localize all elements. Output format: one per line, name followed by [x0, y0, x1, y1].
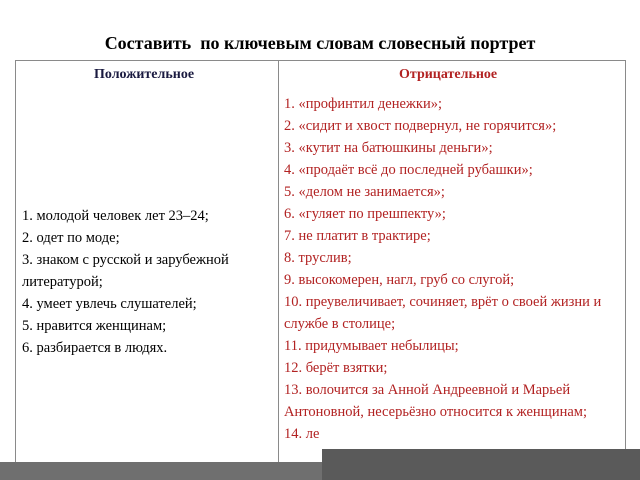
list-item: 1. молодой человек лет 23–24;	[22, 208, 209, 224]
list-item: 7. не платит в трактире;	[284, 228, 431, 244]
negative-list	[284, 93, 626, 445]
negative-header: Отрицательное	[399, 67, 498, 82]
list-item: 10. преувеличивает, сочиняет, врёт о своей жизни и службе в столице;	[284, 294, 602, 332]
positive-header: Положительное	[94, 67, 195, 82]
list-item: 6. разбирается в людях.	[22, 340, 168, 356]
list-item: 6. «гуляет по прешпекту»;	[284, 206, 446, 222]
list-item: 13. волочится за Анной Андреевной и Марьей Антоновной, несерьёзно относится к женщинам;	[284, 382, 587, 420]
list-item: 11. придумывает небылицы;	[284, 338, 459, 354]
list-item: 2. «сидит и хвост подвернул, не горячится»;	[284, 118, 557, 134]
list-item: 4. умеет увлечь слушателей;	[22, 296, 197, 312]
list-item: 3. знаком с русской и зарубежной литературой;	[22, 252, 229, 290]
positive-list	[22, 205, 274, 359]
list-item: 4. «продаёт всё до последней рубашки»;	[284, 162, 533, 178]
list-item: 9. высокомерен, нагл, груб со слугой;	[284, 272, 515, 288]
list-item: 12. берёт взятки;	[284, 360, 388, 376]
list-item: 14. ле	[284, 426, 320, 442]
list-item: 3. «кутит на батюшкины деньги»;	[284, 140, 493, 156]
column-divider	[278, 61, 279, 480]
page-title: Составить по ключевым словам словесный портрет	[104, 33, 536, 53]
list-item: 2. одет по моде;	[22, 230, 120, 246]
list-item: 5. нравится женщинам;	[22, 318, 167, 334]
list-item: 5. «делом не занимается»;	[284, 184, 445, 200]
list-item: 1. «профинтил денежки»;	[284, 96, 442, 112]
list-item: 8. труслив;	[284, 250, 352, 266]
overlay-panel	[322, 449, 640, 480]
portrait-table	[15, 60, 626, 480]
